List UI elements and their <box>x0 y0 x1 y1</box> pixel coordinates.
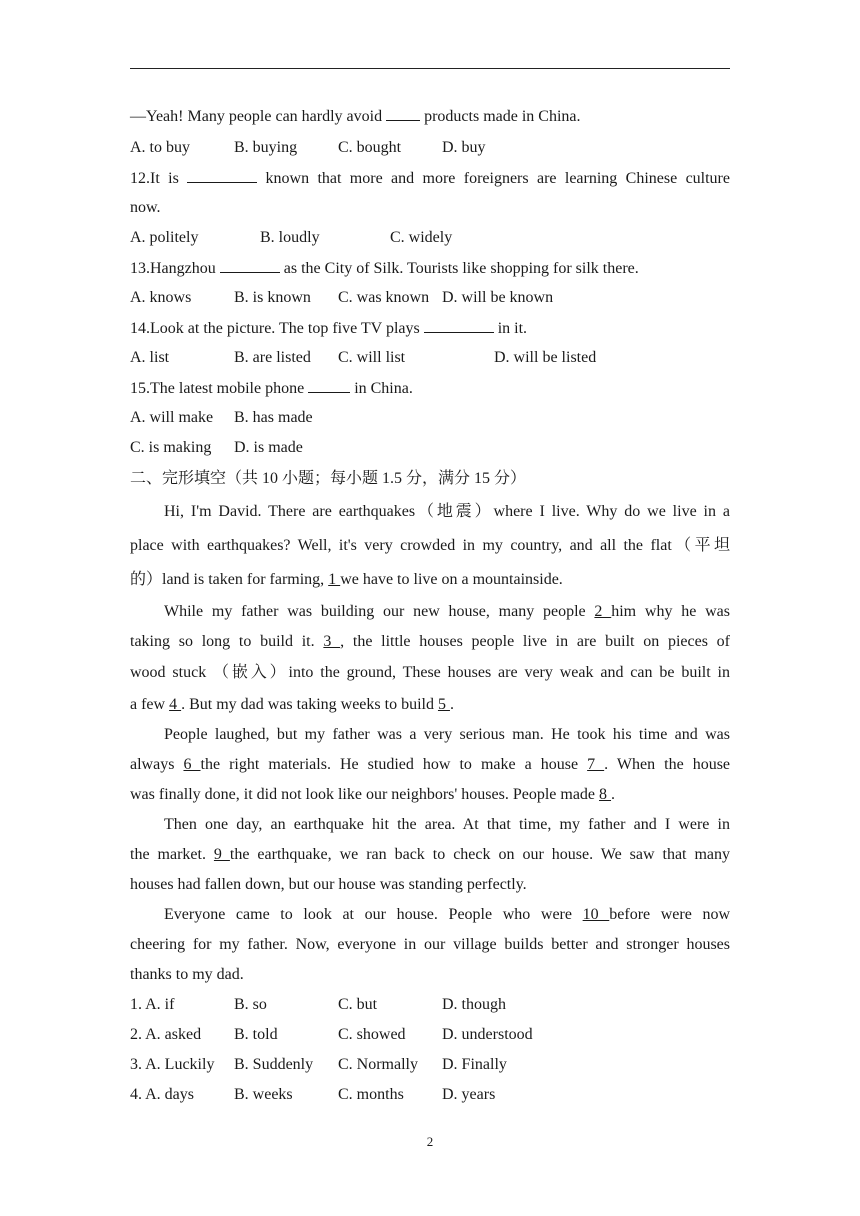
option-text: D. Finally <box>442 1056 507 1073</box>
option-text: B. weeks <box>234 1086 293 1103</box>
section-title-cloze: 二、完形填空（共 10 小题；每小题 1.5 分，满分 15 分） <box>130 470 527 487</box>
q14-options <box>130 348 730 368</box>
q11-option-a: A. to buy <box>130 139 190 156</box>
q15-option-d: D. is made <box>234 439 303 456</box>
q15-option-b: B. has made <box>234 409 313 426</box>
q11-option-c: C. bought <box>338 139 402 156</box>
q12-option-c: C. widely <box>390 229 453 246</box>
passage-line: the market. 9 the earthquake, we ran back to check on our house. We saw that many <box>130 846 731 863</box>
passage-line: a few 4 . But my dad was taking weeks to build 5 . <box>130 696 454 713</box>
option-text: 3. A. Luckily <box>130 1056 215 1073</box>
blank-7: 7 <box>587 756 605 773</box>
cloze-options-2 <box>130 1025 730 1045</box>
option-text: B. told <box>234 1026 278 1043</box>
blank-9: 9 <box>213 846 230 863</box>
option-text: 1. A. if <box>130 996 175 1013</box>
passage-line: While my father was building our new house, many people 2 him why he was <box>164 603 731 620</box>
blank-1: 1 <box>328 571 341 588</box>
passage-line: place with earthquakes? Well, it's very crowded in my country, and all the flat（平坦 <box>130 537 730 554</box>
option-text: C. but <box>338 996 378 1013</box>
blank-10: 10 <box>582 906 610 923</box>
blank-4: 4 <box>169 696 182 713</box>
q13-stem: 13.Hangzhou as the City of Silk. Tourists like shopping for silk there. <box>130 260 639 277</box>
passage-line: was finally done, it did not look like our neighbors' houses. People made 8 . <box>130 786 616 803</box>
q13-option-c: C. was known <box>338 289 430 306</box>
q15-stem: 15.The latest mobile phone in China. <box>130 380 413 397</box>
q13-option-b: B. is known <box>234 289 311 306</box>
blank-2: 2 <box>594 603 612 620</box>
option-text: B. so <box>234 996 267 1013</box>
q14-stem: 14.Look at the picture. The top five TV plays in it. <box>130 320 528 337</box>
blank-5: 5 <box>437 696 450 713</box>
q13-options <box>130 288 730 308</box>
q11-option-d: D. buy <box>442 139 486 156</box>
q12-stem-cont: now. <box>130 199 161 216</box>
q11-option-b: B. buying <box>234 139 298 156</box>
q11-stem: —Yeah! Many people can hardly avoid products made in China. <box>130 108 581 125</box>
passage-line: Hi, I'm David. There are earthquakes（地震）where I live. Why do we live in a <box>164 503 730 520</box>
passage-line: houses had fallen down, but our house was standing perfectly. <box>130 876 527 893</box>
q15-options-row2 <box>130 438 730 458</box>
blank-6: 6 <box>183 756 201 773</box>
option-text: 4. A. days <box>130 1086 194 1103</box>
q15-option-c: C. is making <box>130 439 212 456</box>
cloze-options-4 <box>130 1085 730 1105</box>
passage-line: Then one day, an earthquake hit the area. At that time, my father and I were in <box>164 816 730 833</box>
q14-option-d: D. will be listed <box>494 349 597 366</box>
passage-line: Everyone came to look at our house. People who were 10 before were now <box>164 906 731 923</box>
passage-line: wood stuck （嵌入）into the ground, These houses are very weak and can be built in <box>130 664 730 681</box>
q15-option-a: A. will make <box>130 409 214 426</box>
option-text: D. though <box>442 996 506 1013</box>
option-text: 2. A. asked <box>130 1026 202 1043</box>
q14-option-c: C. will list <box>338 349 406 366</box>
option-text: C. months <box>338 1086 404 1103</box>
blank-3: 3 <box>323 633 341 650</box>
header-rule <box>130 68 730 69</box>
q13-option-d: D. will be known <box>442 289 554 306</box>
option-text: D. understood <box>442 1026 533 1043</box>
q12-options <box>130 228 730 248</box>
option-text: C. showed <box>338 1026 406 1043</box>
passage-line: cheering for my father. Now, everyone in our village builds better and stronger houses <box>130 936 730 953</box>
passage-line: People laughed, but my father was a very serious man. He took his time and was <box>164 726 730 743</box>
passage-line: always 6 the right materials. He studied how to make a house 7 . When the house <box>130 756 731 773</box>
cloze-options-1 <box>130 995 730 1015</box>
q11-options <box>130 138 730 158</box>
option-text: D. years <box>442 1086 496 1103</box>
q12-option-a: A. politely <box>130 229 199 246</box>
option-text: C. Normally <box>338 1056 418 1073</box>
passage-line: 的）land is taken for farming, 1 we have to live on a mountainside. <box>130 571 563 588</box>
passage-line: taking so long to build it. 3 , the little houses people live in are built on pieces of <box>130 633 731 650</box>
q13-option-a: A. knows <box>130 289 192 306</box>
option-text: B. Suddenly <box>234 1056 314 1073</box>
q14-option-a: A. list <box>130 349 170 366</box>
q12-stem: 12.It is known that more and more foreigners are learning Chinese culture <box>130 170 730 187</box>
blank-8: 8 <box>599 786 612 803</box>
q15-options-row1 <box>130 408 730 428</box>
passage-line: thanks to my dad. <box>130 966 244 983</box>
q12-option-b: B. loudly <box>260 229 320 246</box>
cloze-options-3 <box>130 1055 730 1075</box>
page-number: 2 <box>426 1134 434 1149</box>
q14-option-b: B. are listed <box>234 349 311 366</box>
